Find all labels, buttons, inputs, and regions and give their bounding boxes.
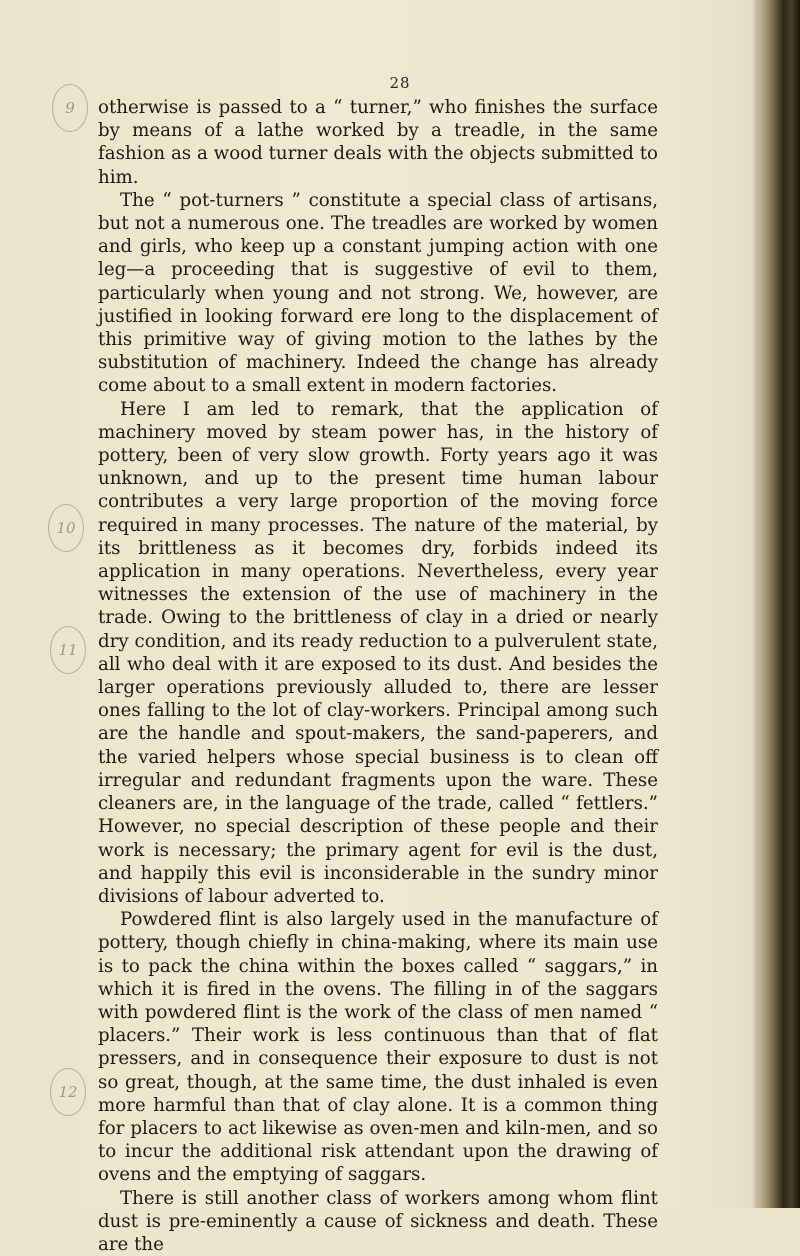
- paragraph: Here I am led to remark, that the application of machinery moved by steam power has, in the history of pottery, been of very slow growth. Forty years ago it was unknown, and up to the present time human labour contributes a very large proportion of the moving force required in many processes. The nature of the material, by its brittleness as it becomes dry, forbids indeed its application in many operations. Nevertheless, every year witnesses the extension of the use of machinery in the trade. Owing to the brittleness of clay in a dried or nearly dry condition, and its ready reduction to a pulverulent state, all who deal with it are exposed to its dust. And besides the larger operations previously alluded to, there are lesser ones falling to the lot of clay-workers. Principal among such are the handle and spout-makers, the sand-paperers, and the varied helpers whose special business is to clean off irregular and redundant fragments upon the ware. These cleaners are, in the language of the trade, called “ fettlers.” However, no special description of these people and their work is necessary; the primary agent for evil is the dust, and happily this evil is inconsiderable in the sundry minor divisions of labour adverted to.: [98, 398, 658, 907]
- paragraph: There is still another class of workers among whom flint dust is pre-eminently a cause of sickness and death. These are the: [98, 1187, 658, 1255]
- paragraph: otherwise is passed to a “ turner,” who finishes the surface by means of a lathe worked by a treadle, in the same fashion as a wood turner deals with the objects submitted to him.: [98, 97, 658, 188]
- margin-mark-11: 11: [50, 626, 86, 674]
- paragraph: The “ pot-turners ” constitute a special class of artisans, but not a numerous one. The treadles are worked by women and girls, who keep up a constant jumping action with one leg—a proceeding that is suggestive of evil to them, particularly when young and not strong. We, however, are justified in looking forward ere long to the displacement of this primitive way of giving motion to the lathes by the substitution of machinery. Indeed the change has already come about to a small extent in modern factories.: [98, 189, 658, 397]
- body-text: [98, 96, 658, 1256]
- page-number: 28: [389, 74, 411, 92]
- book-spine: [758, 0, 800, 1208]
- margin-mark-9: 9: [52, 84, 88, 132]
- paragraph: Powdered flint is also largely used in the manufacture of pottery, though chiefly in china-making, where its main use is to pack the china within the boxes called “ saggars,” in which it is fired in the ovens. The filling in of the saggars with powdered flint is the work of the class of men named “ placers.” Their work is less continuous than that of flat pressers, and in consequence their exposure to dust is not so great, though, at the same time, the dust inhaled is even more harmful than that of clay alone. It is a common thing for placers to act likewise as oven-men and kiln-men, and so to incur the additional risk attendant upon the drawing of ovens and the emptying of saggars.: [98, 909, 658, 1186]
- margin-mark-10: 10: [48, 504, 84, 552]
- margin-mark-12: 12: [50, 1068, 86, 1116]
